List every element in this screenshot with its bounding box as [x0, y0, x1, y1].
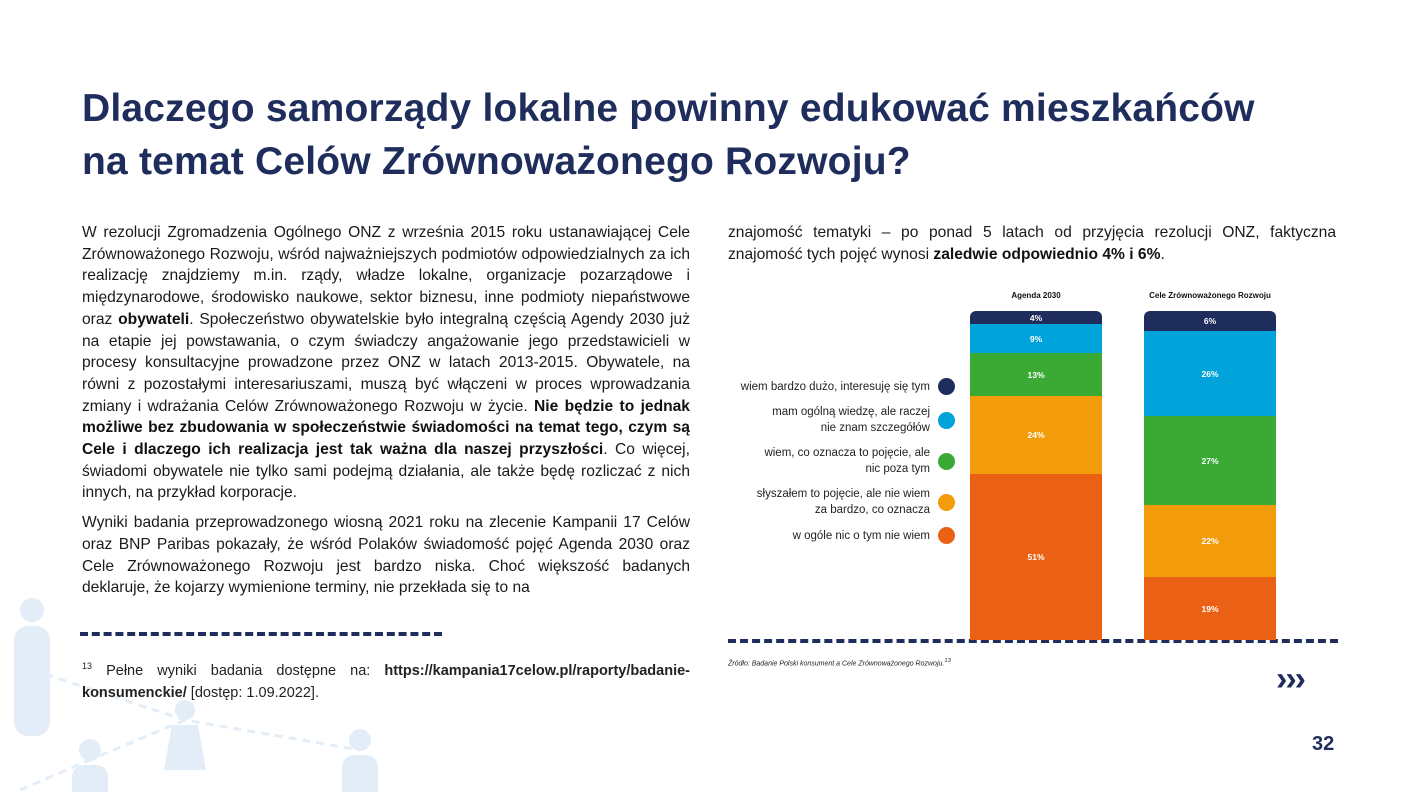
chart-source: [728, 658, 951, 667]
legend-dot-icon: [938, 453, 955, 470]
paragraph: [82, 222, 690, 504]
bar-segment: [1144, 331, 1276, 417]
legend-label: w ogóle nic o tym nie wiem: [792, 529, 930, 542]
bold-text: obywateli: [118, 310, 190, 328]
bar-value-label: 19%: [1201, 603, 1219, 614]
paragraph: [82, 512, 690, 599]
bar-value-label: 13%: [1027, 369, 1045, 380]
footnote-text: Pełne wyniki badania dostępne na:: [106, 662, 385, 679]
bar-segment: [1144, 311, 1276, 331]
paragraph: [728, 222, 1336, 265]
text: znajomość tematyki – po ponad 5 latach od przyjęcia rezolucji ONZ, faktyczna znajomość tych pojęć wynosi: [728, 224, 1336, 263]
bar-value-label: 27%: [1201, 455, 1219, 466]
bar-segment: [970, 311, 1102, 324]
text: .: [1160, 245, 1165, 263]
bar-value-label: 26%: [1201, 368, 1219, 379]
page-number: 32: [1312, 733, 1335, 755]
page-title: [82, 82, 1255, 188]
bar-segment: [1144, 577, 1276, 640]
bold-text: zaledwie odpowiednio 4% i 6%: [933, 245, 1161, 263]
bar-segment: [970, 353, 1102, 395]
text: Wyniki badania przeprowadzonego wiosną 2021 roku na zlecenie Kampanii 17 Celów oraz BNP Paribas pokazały, że wśród Polaków świadomość pojęć Agenda 2030 oraz Cele Zrównoważonego Rozwoju jest bardzo niska. Choć większość badanych deklaruje, że kojarzy wymienione terminy, nie przekłada się to na: [82, 514, 690, 597]
bar-segment: [970, 324, 1102, 353]
legend-label: mam ogólną wiedzę, ale raczej nie znam szczegółów: [772, 406, 930, 434]
bar-value-label: 22%: [1201, 536, 1219, 547]
bar-segment: [970, 396, 1102, 474]
title-line: Dlaczego samorządy lokalne powinny edukować mieszkańców: [82, 87, 1255, 130]
bar-value-label: 9%: [1029, 333, 1043, 344]
text: . Co więcej, świadomi obywatele nie tylko sami podejmą działania, ale także będę rozliczać z nich innych, na przykład korporacje.: [82, 441, 690, 502]
legend-dot-icon: [938, 494, 955, 511]
bar-category-label: Agenda 2030: [1011, 291, 1061, 300]
bar-segment: [1144, 416, 1276, 505]
bar-value-label: 24%: [1027, 429, 1045, 440]
bold-text: Nie będzie to jednak możliwe bez zbudowania w społeczeństwie świadomości na temat tego, czym są Cele i dlaczego ich realizacja jest tak ważna dla naszej przyszłości: [82, 397, 690, 459]
left-column-text: [82, 222, 690, 607]
legend-item: [730, 527, 955, 544]
footnote-access-date: [dostęp: 1.09.2022].: [186, 684, 319, 701]
bar-category-label: Cele Zrównoważonego Rozwoju: [1149, 291, 1271, 300]
chart-legend: [730, 378, 955, 553]
source-text: Źródło: Badanie Polski konsument a Cele Zrównoważonego Rozwoju.: [728, 660, 945, 668]
footnote-number: 13: [82, 661, 93, 671]
legend-item: [730, 404, 955, 436]
text: W rezolucji Zgromadzenia Ogólnego ONZ z września 2015 roku ustanawiającej Cele Zrównoważonego Rozwoju, wśród najważniejszych podmiotów odpowiedzialnych za ich realizację znajdziemy m.in. rządy, władze lokalne, organizacje pozarządowe i międzynarodowe, środowisko naukowe, sektor biznesu, inne podmioty niepaństwowe oraz: [82, 224, 690, 328]
bar-segment: [1144, 505, 1276, 577]
footnote-link[interactable]: https://kampania17celow.pl/raporty/badanie-konsumenckie/: [82, 662, 690, 701]
legend-dot-icon: [938, 378, 955, 395]
bar-value-label: 51%: [1027, 551, 1045, 562]
bar-value-label: 4%: [1029, 312, 1043, 323]
text: . Społeczeństwo obywatelskie było integralną częścią Agendy 2030 już na etapie jej powstawania, o czym świadczy angażowanie jego przedstawicieli w procesy konsultacyjne prowadzone przez ONZ w latach 2013-2015. Obywatele, na równi z pozostałymi interesariuszami, muszą być włączeni w proces wprowadzania zmiany i wdrażania Celów Zrównoważonego Rozwoju w życie.: [82, 310, 690, 415]
legend-dot-icon: [938, 412, 955, 429]
footnote: [82, 655, 690, 704]
title-line: na temat Celów Zrównoważonego Rozwoju?: [82, 140, 911, 183]
divider-left: [80, 632, 442, 636]
legend-item: [730, 445, 955, 477]
source-sup: 13: [944, 658, 951, 664]
legend-label: wiem bardzo dużo, interesuję się tym: [740, 380, 930, 393]
legend-item: [730, 378, 955, 395]
next-chevrons-icon: ›››: [1276, 660, 1304, 698]
legend-label: wiem, co oznacza to pojęcie, ale nic poza tym: [764, 447, 930, 475]
bar-value-label: 6%: [1203, 315, 1217, 326]
legend-label: słyszałem to pojęcie, ale nie wiem za bardzo, co oznacza: [756, 488, 930, 516]
legend-dot-icon: [938, 527, 955, 544]
bar-segment: [970, 474, 1102, 640]
legend-item: [730, 486, 955, 518]
right-column-text: [728, 222, 1336, 273]
